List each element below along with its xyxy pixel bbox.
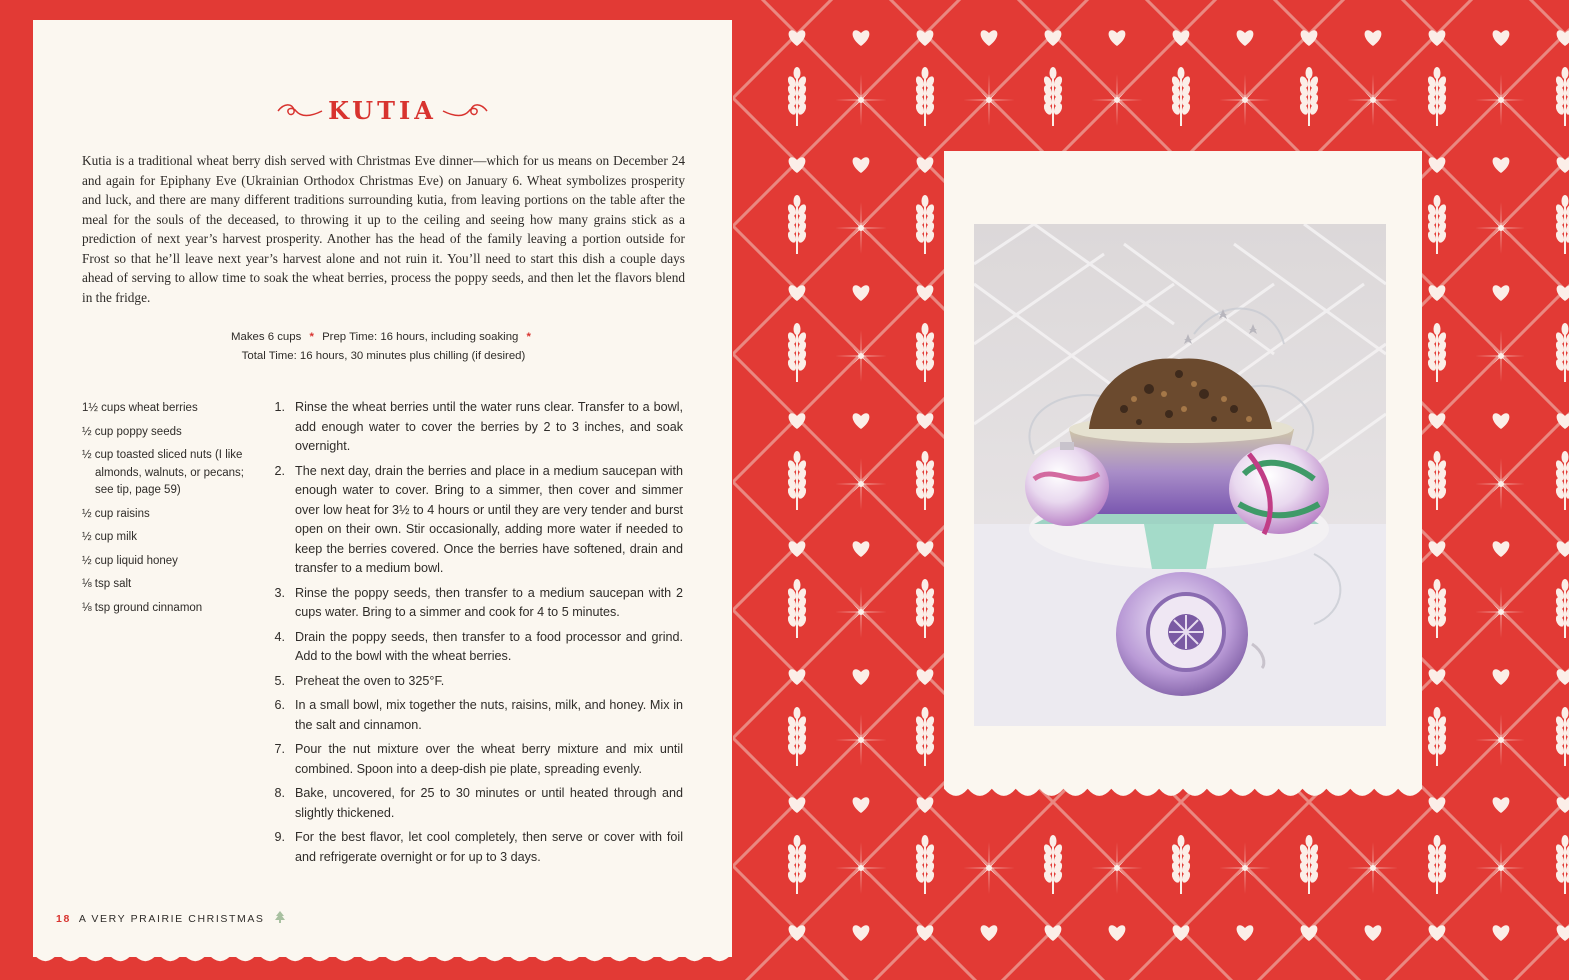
step-number: 2. [274,463,285,478]
step-number: 4. [274,629,285,644]
running-title: A VERY PRAIRIE CHRISTMAS [78,913,265,925]
scalloped-edge [33,945,732,969]
step-text: Bake, uncovered, for 25 to 30 minutes or until heated through and slightly thickened. [295,786,683,820]
asterisk-icon: * [526,331,531,343]
step-text: Drain the poppy seeds, then transfer to a food processor and grind. Add to the bowl with the wheat berries. [295,629,683,663]
page-number: 18 [56,913,71,925]
swirl-flourish-icon [276,102,324,120]
step-number: 3. [274,585,285,600]
swirl-flourish-icon [441,102,489,120]
scalloped-edge [944,781,1422,803]
method-step [263,672,683,692]
asterisk-icon: * [309,331,314,343]
page-footer [56,911,285,925]
method-step [263,462,683,579]
step-number: 6. [274,698,285,712]
step-number: 5. [274,673,285,688]
total-time: Total Time: 16 hours, 30 minutes plus chilling (if desired) [241,350,526,362]
step-text: Rinse the wheat berries until the water runs clear. Transfer to a bowl, add enough water to cover the berries by 2 to 3 inches, and soak overnight. [295,400,683,453]
yield: Makes 6 cups [231,331,302,343]
step-text: In a small bowl, mix together the nuts, raisins, milk, and honey. Mix in the salt and cinnamon. [295,698,683,732]
ingredient-item: ⅛ tsp ground cinnamon [82,601,203,614]
step-number: 1. [274,400,285,414]
step-text: The next day, drain the berries and place in a medium saucepan with enough water to cover. Bring to a simmer, then cover and simmer over low heat for 3½ to 4 hours or until they are very tender and burst open on their own. Stir occasionally, adding more water if needed to keep the berries covered. Once the berries have softened, drain and transfer to a medium bowl. [295,463,683,575]
method-step [263,696,683,735]
ingredient-item: ½ cup liquid honey [82,554,178,567]
recipe-title: KUTIA [328,96,437,125]
step-text: Rinse the poppy seeds, then transfer to a medium saucepan with 2 cups water. Bring to a simmer and cook for 4 to 5 minutes. [295,585,683,619]
ingredient-item: ½ cup poppy seeds [82,425,182,438]
prep-time: Prep Time: 16 hours, including soaking [322,331,519,343]
ingredient-item: ½ cup milk [82,531,137,543]
method-step [263,828,683,867]
title-row [33,96,732,125]
recipe-meta [82,328,685,366]
step-text: Preheat the oven to 325°F. [295,673,445,688]
ingredient-item: ½ cup raisins [82,507,150,520]
method-step [263,740,683,779]
recipe-intro: Kutia is a traditional wheat berry dish served with Christmas Eve dinner—which for us means on December 24 and again for Epiphany Eve (Ukrainian Orthodox Christmas Eve) on January 6. Wheat symbolizes prosperity and luck, and there are many different traditions surrounding kutia, from leaving portions on the table after the meal for the souls of the deceased, to throwing it up to the ceiling and seeing how many grains stick as a prediction of next year’s harvest prosperity. Another has the head of the family leaving a portion outside for Frost so that he’ll leave next year’s harvest alone and not ruin it. You’ll need to start this dish a couple days ahead of serving to allow time to soak the wheat berries, process the poppy seeds, and then let the flavors blend in the fridge. [82,153,685,305]
recipe-page [33,20,732,957]
method-step [263,784,683,823]
step-text: Pour the nut mixture over the wheat berry mixture and mix until combined. Spoon into a deep-dish pie plate, spreading evenly. [295,742,683,776]
ingredient-list [82,400,262,623]
ingredient-item: ½ cup toasted sliced nuts (I like almonds, walnuts, or pecans; see tip, page 59) [82,449,244,496]
method-step [263,398,683,457]
step-number: 8. [274,786,285,800]
ingredient-item: 1½ cups wheat berries [82,402,198,414]
kutia-photo [974,224,1386,726]
tree-icon [275,911,285,923]
step-text: For the best flavor, let cool completely, then serve or cover with foil and refrigerate overnight or for up to 3 days. [295,830,683,864]
method-step [263,584,683,623]
step-number: 9. [274,830,285,844]
method-step [263,628,683,667]
ingredient-item: ⅛ tsp salt [82,578,132,590]
step-number: 7. [274,742,285,756]
method-steps [263,398,683,872]
